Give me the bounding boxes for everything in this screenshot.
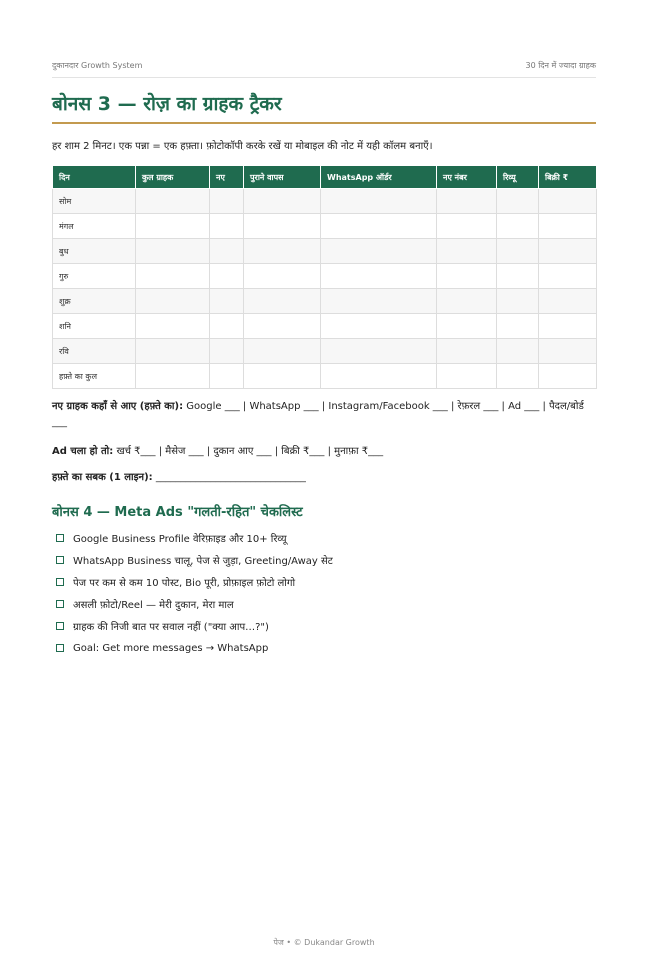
entry-cell[interactable] bbox=[136, 189, 210, 214]
entry-cell[interactable] bbox=[321, 239, 437, 264]
column-header: दिन bbox=[53, 166, 136, 189]
entry-cell[interactable] bbox=[210, 189, 244, 214]
day-cell: हफ़्ते का कुल bbox=[53, 364, 136, 389]
entry-cell[interactable] bbox=[244, 189, 321, 214]
column-header: बिक्री ₹ bbox=[539, 166, 597, 189]
column-header: नए bbox=[210, 166, 244, 189]
entry-cell[interactable] bbox=[136, 364, 210, 389]
entry-cell[interactable] bbox=[210, 239, 244, 264]
sources-label: नए ग्राहक कहाँ से आए (हफ़्ते का): bbox=[52, 401, 184, 412]
entry-cell[interactable] bbox=[539, 264, 597, 289]
running-header bbox=[52, 60, 596, 78]
entry-cell[interactable] bbox=[497, 314, 539, 339]
entry-cell[interactable] bbox=[136, 264, 210, 289]
sources-blanks: Google ___ | WhatsApp ___ | Instagram/Facebook ___ | रेफ़रल ___ | Ad ___ | पैदल/बोर्ड ___ bbox=[52, 401, 584, 428]
entry-cell[interactable] bbox=[136, 314, 210, 339]
entry-cell[interactable] bbox=[210, 364, 244, 389]
title-divider bbox=[52, 122, 596, 124]
checklist-item bbox=[56, 637, 333, 659]
table-header-row bbox=[53, 166, 597, 189]
entry-cell[interactable] bbox=[437, 314, 497, 339]
entry-cell[interactable] bbox=[210, 339, 244, 364]
entry-cell[interactable] bbox=[437, 339, 497, 364]
entry-cell[interactable] bbox=[539, 289, 597, 314]
day-cell: रवि bbox=[53, 339, 136, 364]
entry-cell[interactable] bbox=[497, 364, 539, 389]
day-cell: बुध bbox=[53, 239, 136, 264]
entry-cell[interactable] bbox=[437, 214, 497, 239]
entry-cell[interactable] bbox=[497, 214, 539, 239]
column-header: कुल ग्राहक bbox=[136, 166, 210, 189]
checkbox-icon[interactable] bbox=[56, 622, 64, 630]
entry-cell[interactable] bbox=[497, 264, 539, 289]
column-header: WhatsApp ऑर्डर bbox=[321, 166, 437, 189]
column-header: रिव्यू bbox=[497, 166, 539, 189]
entry-cell[interactable] bbox=[437, 364, 497, 389]
entry-cell[interactable] bbox=[136, 339, 210, 364]
entry-cell[interactable] bbox=[539, 214, 597, 239]
entry-cell[interactable] bbox=[136, 239, 210, 264]
checklist-item-label: Google Business Profile वेरिफ़ाइड और 10+ रिव्यू bbox=[73, 534, 287, 545]
table-row bbox=[53, 264, 597, 289]
entry-cell[interactable] bbox=[539, 339, 597, 364]
column-header: पुराने वापस bbox=[244, 166, 321, 189]
meta-ads-checklist bbox=[56, 527, 333, 659]
entry-cell[interactable] bbox=[321, 189, 437, 214]
ad-blanks: खर्च ₹___ | मैसेज ___ | दुकान आए ___ | बिक्री ₹___ | मुनाफ़ा ₹___ bbox=[116, 446, 384, 457]
checklist-item-label: पेज पर कम से कम 10 पोस्ट, Bio पूरी, प्रोफ़ाइल फ़ोटो लोगो bbox=[73, 578, 296, 589]
table-row bbox=[53, 364, 597, 389]
entry-cell[interactable] bbox=[244, 214, 321, 239]
column-header: नए नंबर bbox=[437, 166, 497, 189]
checklist-item-label: WhatsApp Business चालू, पेज से जुड़ा, Greeting/Away सेट bbox=[73, 556, 333, 567]
entry-cell[interactable] bbox=[321, 339, 437, 364]
entry-cell[interactable] bbox=[497, 289, 539, 314]
table-row bbox=[53, 214, 597, 239]
day-cell: शुक्र bbox=[53, 289, 136, 314]
checklist-item-label: असली फ़ोटो/Reel — मेरी दुकान, मेरा माल bbox=[73, 600, 234, 611]
entry-cell[interactable] bbox=[244, 339, 321, 364]
table-row bbox=[53, 314, 597, 339]
table-body bbox=[53, 189, 597, 389]
table-row bbox=[53, 189, 597, 214]
entry-cell[interactable] bbox=[321, 364, 437, 389]
ad-label: Ad चला हो तो: bbox=[52, 446, 114, 457]
entry-cell[interactable] bbox=[244, 289, 321, 314]
entry-cell[interactable] bbox=[321, 214, 437, 239]
sources-line bbox=[52, 399, 596, 431]
entry-cell[interactable] bbox=[321, 314, 437, 339]
checkbox-icon[interactable] bbox=[56, 578, 64, 586]
table-row bbox=[53, 289, 597, 314]
entry-cell[interactable] bbox=[244, 314, 321, 339]
bonus4-title: बोनस 4 — Meta Ads "गलती-रहित" चेकलिस्ट bbox=[52, 505, 303, 520]
entry-cell[interactable] bbox=[321, 289, 437, 314]
day-cell: शनि bbox=[53, 314, 136, 339]
entry-cell[interactable] bbox=[539, 189, 597, 214]
entry-cell[interactable] bbox=[210, 214, 244, 239]
entry-cell[interactable] bbox=[539, 364, 597, 389]
checkbox-icon[interactable] bbox=[56, 556, 64, 564]
checkbox-icon[interactable] bbox=[56, 644, 64, 652]
entry-cell[interactable] bbox=[437, 264, 497, 289]
checkbox-icon[interactable] bbox=[56, 600, 64, 608]
day-cell: गुरु bbox=[53, 264, 136, 289]
day-cell: सोम bbox=[53, 189, 136, 214]
entry-cell[interactable] bbox=[539, 239, 597, 264]
table-row bbox=[53, 339, 597, 364]
lesson-blank: ______________________________ bbox=[155, 472, 306, 483]
entry-cell[interactable] bbox=[136, 214, 210, 239]
bonus3-title: बोनस 3 — रोज़ का ग्राहक ट्रैकर bbox=[52, 93, 282, 115]
entry-cell[interactable] bbox=[497, 189, 539, 214]
entry-cell[interactable] bbox=[437, 289, 497, 314]
entry-cell[interactable] bbox=[136, 289, 210, 314]
entry-cell[interactable] bbox=[437, 189, 497, 214]
entry-cell[interactable] bbox=[244, 239, 321, 264]
entry-cell[interactable] bbox=[210, 264, 244, 289]
entry-cell[interactable] bbox=[497, 239, 539, 264]
header-right: 30 दिन में ज्यादा ग्राहक bbox=[525, 61, 596, 70]
table-row bbox=[53, 239, 597, 264]
checklist-item bbox=[56, 593, 333, 615]
checklist-item-label: Goal: Get more messages → WhatsApp bbox=[73, 642, 269, 654]
entry-cell[interactable] bbox=[244, 364, 321, 389]
entry-cell[interactable] bbox=[244, 264, 321, 289]
entry-cell[interactable] bbox=[437, 239, 497, 264]
checklist-item bbox=[56, 615, 333, 637]
checkbox-icon[interactable] bbox=[56, 534, 64, 542]
entry-cell[interactable] bbox=[210, 289, 244, 314]
entry-cell[interactable] bbox=[210, 314, 244, 339]
lesson-line bbox=[52, 470, 596, 486]
page-footer: पेज • © Dukandar Growth bbox=[273, 938, 375, 947]
entry-cell[interactable] bbox=[497, 339, 539, 364]
entry-cell[interactable] bbox=[539, 314, 597, 339]
checklist-item bbox=[56, 527, 333, 549]
header-left: दुकानदार Growth System bbox=[52, 61, 143, 70]
customer-tracker-table bbox=[52, 165, 597, 389]
day-cell: मंगल bbox=[53, 214, 136, 239]
checklist-item bbox=[56, 571, 333, 593]
entry-cell[interactable] bbox=[321, 264, 437, 289]
bonus3-intro: हर शाम 2 मिनट। एक पन्ना = एक हफ़्ता। फ़ोटोकॉपी करके रखें या मोबाइल की नोट में यही कॉलम बनाएँ। bbox=[52, 141, 433, 152]
ad-line bbox=[52, 444, 596, 460]
lesson-label: हफ़्ते का सबक (1 लाइन): bbox=[52, 472, 153, 483]
checklist-item-label: ग्राहक की निजी बात पर सवाल नहीं ("क्या आप…?") bbox=[73, 622, 269, 633]
checklist-item bbox=[56, 549, 333, 571]
